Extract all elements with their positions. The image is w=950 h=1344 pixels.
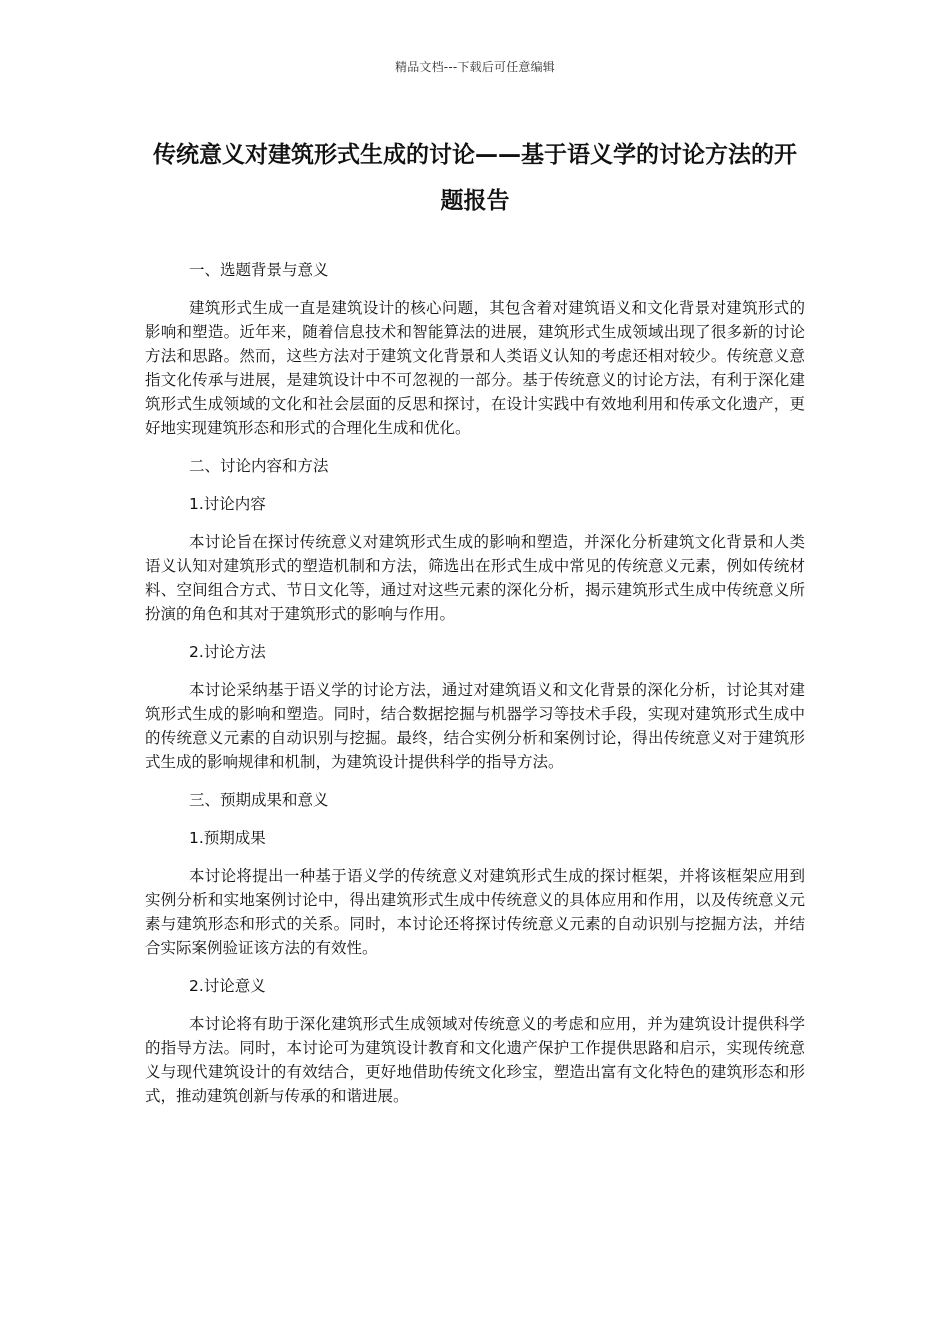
section-heading-expected: 三、预期成果和意义 bbox=[189, 791, 329, 809]
header-note: 精品文档---下载后可任意编辑 bbox=[395, 60, 555, 74]
section-heading-content-method: 二、讨论内容和方法 bbox=[189, 457, 329, 475]
paragraph-outcomes: 本讨论将提出一种基于语义学的传统意义对建筑形式生成的探讨框架，并将该框架应用到实例分析和实地案例讨论中，得出建筑形式生成中传统意义的具体应用和作用，以及传统意义元素与建筑形态和形式的关系。同时，本讨论还将探讨传统意义元素的自动识别与挖掘方法，并结合实际案例验证该方法的有效性。 bbox=[145, 867, 805, 957]
paragraph-content: 本讨论旨在探讨传统意义对建筑形式生成的影响和塑造，并深化分析建筑文化背景和人类语义认知对建筑形式的塑造机制和方法，筛选出在形式生成中常见的传统意义元素，例如传统材料、空间组合方式、节日文化等，通过对这些元素的深化分析，揭示建筑形式生成中传统意义所扮演的角色和其对于建筑形式的影响与作用。 bbox=[145, 533, 805, 623]
subsection-heading-method: 2.讨论方法 bbox=[189, 643, 266, 661]
subsection-heading-outcomes: 1.预期成果 bbox=[189, 829, 266, 847]
document-body bbox=[145, 258, 805, 1108]
document-title: 传统意义对建筑形式生成的讨论——基于语义学的讨论方法的开题报告 bbox=[153, 142, 797, 214]
paragraph-background: 建筑形式生成一直是建筑设计的核心问题，其包含着对建筑语义和文化背景对建筑形式的影响和塑造。近年来，随着信息技术和智能算法的进展，建筑形式生成领域出现了很多新的讨论方法和思路。然而，这些方法对于建筑文化背景和人类语义认知的考虑还相对较少。传统意义意指文化传承与进展，是建筑设计中不可忽视的一部分。基于传统意义的讨论方法，有利于深化建筑形式生成领域的文化和社会层面的反思和探讨，在设计实践中有效地利用和传承文化遗产，更好地实现建筑形态和形式的合理化生成和优化。 bbox=[145, 299, 805, 437]
subsection-heading-content: 1.讨论内容 bbox=[189, 495, 266, 513]
section-heading-background: 一、选题背景与意义 bbox=[189, 261, 329, 279]
paragraph-significance: 本讨论将有助于深化建筑形式生成领域对传统意义的考虑和应用，并为建筑设计提供科学的指导方法。同时，本讨论可为建筑设计教育和文化遗产保护工作提供思路和启示，实现传统意义与现代建筑设计的有效结合，更好地借助传统文化珍宝，塑造出富有文化特色的建筑形态和形式，推动建筑创新与传承的和谐进展。 bbox=[145, 1015, 805, 1105]
subsection-heading-significance: 2.讨论意义 bbox=[189, 977, 266, 995]
paragraph-method: 本讨论采纳基于语义学的讨论方法，通过对建筑语义和文化背景的深化分析，讨论其对建筑形式生成的影响和塑造。同时，结合数据挖掘与机器学习等技术手段，实现对建筑形式生成中的传统意义元素的自动识别与挖掘。最终，结合实例分析和案例讨论，得出传统意义对于建筑形式生成的影响规律和机制，为建筑设计提供科学的指导方法。 bbox=[145, 681, 805, 771]
